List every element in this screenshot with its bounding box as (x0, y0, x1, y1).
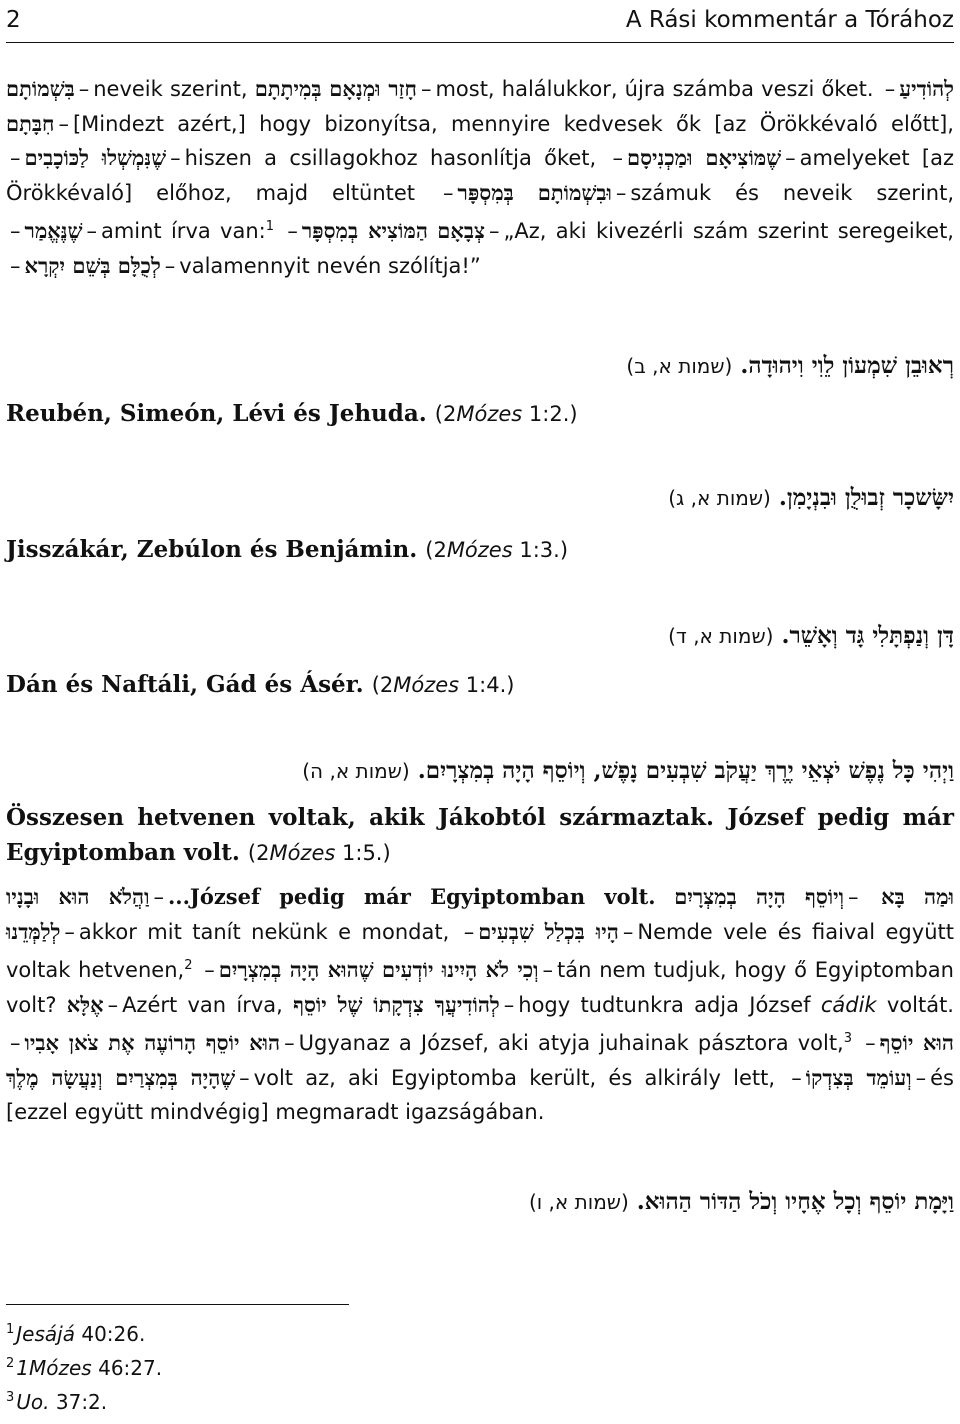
verse-hebrew-ref: (שמות א, ה) (302, 759, 410, 783)
hebrew-lemma: אֶלָּא (66, 991, 104, 1017)
hebrew-lemma: וַהֲלֹא הוּא וּבָנָיו (6, 884, 150, 909)
commentary-text: Nemde vele és fiaival együtt voltak hetvenen, (6, 919, 954, 982)
hebrew-lemma: בְּמִסְפָּר (457, 179, 514, 205)
hebrew-lemma: לְהוֹדִיעַ חִבָּתָם (6, 76, 954, 136)
commentary-text: „Az, aki kivezérli szám szerint seregeiket, (503, 219, 954, 243)
commentary-text: volt az, aki Egyiptomba került, és alkirály lett, (253, 1065, 776, 1090)
hebrew-lemma: הַמּוֹצִיא בְמִסְפָּר (301, 218, 428, 243)
footnote-marker[interactable]: 2 (184, 958, 193, 973)
commentary-text: Ugyanaz a József, aki atyja juhainak pásztora volt, (298, 1031, 844, 1055)
page-number: 2 (6, 7, 21, 33)
commentary-text: hiszen a csillagokhoz hasonlítja őket, (184, 146, 597, 170)
commentary-text: és [ezzel együtt mindvégig] megmaradt igazságában. (6, 1065, 954, 1124)
hebrew-lemma: צְבָאָם (437, 218, 486, 243)
commentary-text: tudjuk, hogy ő Egyiptomban volt? (6, 958, 954, 1017)
verse-hebrew: רְאוּבֵן שִׁמְעוֹן לֵוִי וִיהוּדָה. (שמות א, ב) (626, 352, 954, 379)
commentary-text: hogy tudtunkra adja József (518, 992, 811, 1017)
verse-ref: (2Mózes 1:3.) (425, 538, 569, 562)
verse-ref: (2Mózes 1:5.) (247, 841, 391, 865)
verse-hebrew: דָּן וְנַפְתָּלִי גָּד וְאָשֵׁר. (שמות א, ד) (668, 622, 954, 649)
footnote: $^3$ Uo. 37:2. (6, 1390, 108, 1414)
verse-hebrew: יִשָּׂשכָר זְבוּלֻן וּבִנְיָמִן. (שמות א, ג) (668, 484, 954, 511)
hebrew-lemma: שֶׁנִּמְשְׁלוּ לַכּוֹכָבִים (24, 145, 167, 170)
verse-ref: (2Mózes 1:2.) (434, 402, 578, 426)
hebrew-lemma: שֶׁנֶּאֱמַר (24, 218, 83, 243)
commentary-text: voltát. (886, 992, 954, 1017)
commentary-text: számuk és neveik szerint, (630, 180, 954, 205)
running-header (6, 0, 954, 40)
commentary-text: ...József pedig már Egyiptomban volt. (167, 884, 656, 909)
commentary-text: valamennyit nevén szólítja!” (179, 253, 481, 278)
book-title: A Rási kommentár a Tórához (625, 7, 954, 33)
commentary-text: akkor mit tanít nekünk e mondat, (78, 919, 450, 944)
commentary-text: neveik szerint, (93, 77, 248, 101)
commentary-text: Azért van írva, (122, 992, 283, 1017)
commentary-paragraph-1: בִּשְׁמוֹתָם – neveik szerint, חָזַר וּמְנָאָם בְּמִיתָתָם – most, halálukkor, újra számba veszi őket. – לְהוֹדִיעַ חִבָּתָם – [Mindezt azért,] hogy bizonyítsa, mennyire kedvesek ők [az Örökkévaló előtt], – שֶׁנִּמְשְׁלוּ לַכּוֹכָבִים – hiszen a csillagokhoz hasonlítja őket, – שֶׁמּוֹצִיאָם וּמַכְנִיסָם – amelyeket [az Örökkévaló] előhoz, majd eltüntet – בְּמִסְפָּר וּבִשְׁמוֹתָם – számuk és neveik szerint, – שֶׁנֶּאֱמַר – amint írva van:$^1$ – הַמּוֹצִיא בְמִסְפָּר צְבָאָם – „Az, aki kivezérli szám szerint seregeiket, – לְכֻלָּם בְּשֵׁם יִקְרָא – valamennyit nevén szólítja!” (6, 76, 954, 278)
footnote-rule (6, 1304, 349, 1305)
hebrew-lemma: וּבִשְׁמוֹתָם (537, 179, 612, 205)
hebrew-lemma: שֶׁמּוֹצִיאָם וּמַכְנִיסָם (626, 145, 782, 170)
verse-hebrew-ref: (שמות א, ד) (668, 624, 774, 648)
footnote: $^2$ 1Mózes 46:27. (6, 1356, 163, 1380)
verse-hungarian: Jisszákár, Zebúlon és Benjámin. (2Mózes 1:3.) (6, 536, 569, 563)
verse-hungarian: Dán és Naftáli, Gád és Ásér. (2Mózes 1:4.) (6, 671, 515, 698)
commentary-text-italic: cádik (820, 992, 877, 1017)
footnote-marker[interactable]: 3 (843, 1031, 853, 1046)
hebrew-lemma: וְעוֹמֵד בְּצִדְקוֹ (805, 1064, 912, 1090)
header-rule (6, 42, 954, 43)
verse-hebrew-ref: (שמות א, ב) (626, 354, 733, 378)
commentary-text: amint írva van: (100, 219, 266, 243)
hebrew-lemma: בִּשְׁמוֹתָם (6, 76, 75, 101)
hebrew-lemma: חָזַר וּמְנָאָם בְּמִיתָתָם (254, 76, 417, 101)
verse-hungarian: Összesen hetvenen voltak, akik Jákobtól származtak. József pedig már Egyiptomban volt. (2Mózes 1:5.) (6, 804, 954, 866)
verse-hungarian: Reubén, Simeón, Lévi és Jehuda. (2Mózes 1:2.) (6, 400, 578, 427)
hebrew-lemma: לְהוֹדִיעֲךָ צִדְקָתוֹ שֶׁל יוֹסֵף (293, 991, 500, 1017)
hebrew-lemma: הוּא יוֹסֵף שֶׁהָיָה בְּמִצְרַיִם וְנַעֲשָׂה מֶלֶךְ (6, 1030, 954, 1090)
hebrew-lemma: וּמַה בָּא לְלַמְּדֵנוּ (6, 884, 954, 944)
commentary-paragraph-2: וַהֲלֹא הוּא וּבָנָיו – ...József pedig már Egyiptomban volt. וְיוֹסֵף הָיָה בְמִצְרָיִם – וּמַה בָּא לְלַמְּדֵנוּ – akkor mit tanít nekünk e mondat, – הָיוּ בִּכְלַל שִׁבְעִים – Nemde vele és fiaival együtt voltak hetvenen,$^2$ – וְכִי לֹא הָיִינוּ יוֹדְעִים שֶׁהוּא הָיָה בְמִצְרָיִם – tán nem tudjuk, hogy ő Egyiptomban volt? אֶלָּא – Azért van írva, לְהוֹדִיעֲךָ צִדְקָתוֹ שֶׁל יוֹסֵף – hogy tudtunkra adja József cádik voltát. – הוּא יוֹסֵף הָרוֹעֶה אֶת צֹאן אָבִיו – Ugyanaz a József, aki atyja juhainak pásztora volt,$^3$ – הוּא יוֹסֵף שֶׁהָיָה בְּמִצְרַיִם וְנַעֲשָׂה מֶלֶךְ – volt az, aki Egyiptomba került, és alkirály lett, – וְעוֹמֵד בְּצִדְקוֹ – és [ezzel együtt mindvégig] megmaradt igazságában. (6, 884, 954, 1124)
hebrew-lemma: הָיוּ בִּכְלַל שִׁבְעִים (478, 918, 619, 944)
hebrew-lemma: לְכֻלָּם בְּשֵׁם יִקְרָא (24, 252, 161, 278)
verse-hebrew: וַיָּמָת יוֹסֵף וְכָל אֶחָיו וְכֹל הַדּוֹר הַהוּא. (שמות א, ו) (528, 1188, 954, 1215)
verse-hebrew-ref: (שמות א, ו) (528, 1190, 629, 1214)
commentary-text: most, halálukkor, újra számba veszi őket. (435, 77, 874, 101)
verse-ref: (2Mózes 1:4.) (371, 673, 515, 697)
footnote-marker[interactable]: 1 (265, 219, 275, 234)
commentary-text: amelyeket [az Örökkévaló] előhoz, majd eltüntet (6, 146, 954, 205)
hebrew-lemma: הוּא יוֹסֵף הָרוֹעֶה אֶת צֹאן אָבִיו (24, 1030, 281, 1055)
commentary-text: tán nem (557, 958, 646, 982)
hebrew-lemma: וְיוֹסֵף הָיָה בְמִצְרָיִם (674, 884, 845, 909)
commentary-text: [Mindezt azért,] hogy bizonyítsa, mennyire kedvesek ők [az Örökkévaló előtt], (72, 111, 954, 136)
footnote: $^1$ Jesájá 40:26. (6, 1322, 146, 1346)
verse-hebrew-ref: (שמות א, ג) (668, 486, 771, 510)
verse-hebrew: וַיְהִי כָּל נֶפֶשׁ יֹצְאֵי יֶרֶךְ יַעֲקֹב שִׁבְעִים נָפֶשׁ, וְיוֹסֵף הָיָה בְמִצְרָיִם. (שמות א, ה) (302, 757, 954, 784)
hebrew-lemma: וְכִי לֹא הָיִינוּ יוֹדְעִים שֶׁהוּא הָיָה בְמִצְרָיִם (218, 957, 539, 982)
